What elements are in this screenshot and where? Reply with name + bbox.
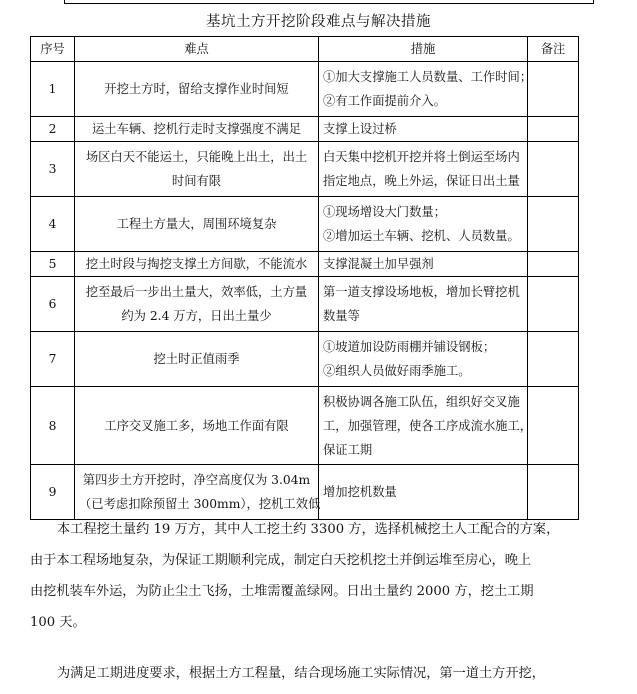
difficulty-line: 挖土时正值雨季 — [153, 352, 240, 366]
cell-remark — [528, 197, 579, 252]
measure-line: 第一道支撑设场地板，增加长臂挖机 — [323, 285, 520, 299]
cell-remark — [528, 387, 579, 465]
table-row — [31, 142, 579, 197]
cell-measures — [319, 277, 528, 332]
measure-line: 指定地点，晚上外运，保证日出土量 — [323, 174, 520, 188]
table-row — [31, 387, 579, 465]
cell-no: 6 — [31, 277, 75, 332]
measure-line: 数量等 — [323, 309, 360, 323]
table-title: 基坑土方开挖阶段难点与解决措施 — [206, 14, 431, 30]
paragraph-1-line: 由挖机装车外运，为防止尘土飞扬，土堆需覆盖绿网。日出土量约 2000 方，挖土工期 — [30, 584, 534, 599]
measure-line: ①现场增设大门数量； — [323, 205, 446, 219]
paragraph-1-line: 由于本工程场地复杂，为保证工期顺利完成，制定白天挖机挖土并倒运堆至房心，晚上 — [30, 553, 532, 568]
measure-line: 保证工期 — [323, 442, 373, 457]
header-remark: 备注 — [528, 37, 579, 62]
cell-remark — [528, 117, 579, 142]
cell-no: 8 — [31, 387, 75, 465]
paragraph-1-line: 100 天。 — [30, 615, 86, 630]
cell-difficulty — [75, 197, 319, 252]
cell-remark — [528, 332, 579, 387]
difficulty-line: 场区白天不能运土，只能晚上出土，出土 — [85, 150, 308, 164]
paragraph-2 — [30, 658, 590, 689]
cell-remark — [528, 62, 579, 117]
cell-measures — [319, 62, 533, 117]
difficulty-line: 工序交叉施工多，场地工作面有限 — [104, 418, 289, 433]
cell-no: 7 — [31, 332, 75, 387]
table-row — [31, 252, 579, 277]
measure-line: 增加挖机数量 — [323, 485, 397, 499]
paragraph-1-line: 本工程挖土量约 19 万方，其中人工挖土约 3300 方，选择机械挖土人工配合的方案， — [57, 522, 560, 537]
cell-difficulty — [75, 465, 319, 520]
measure-line: 白天集中挖机开挖并将土倒运至场内 — [323, 150, 520, 164]
cell-no: 1 — [31, 62, 75, 117]
cell-difficulty — [75, 62, 319, 117]
paragraph-1 — [30, 514, 590, 638]
measure-line: 积极协调各施工队伍，组织好交叉施 — [323, 394, 520, 409]
difficulty-line: （已考虑扣除预留土 300mm），挖机工效低 — [79, 497, 321, 511]
cell-remark — [528, 142, 579, 197]
table-row — [31, 332, 579, 387]
cell-difficulty — [75, 252, 319, 277]
table-row — [31, 62, 579, 117]
cell-no: 2 — [31, 117, 75, 142]
difficulty-line: 工程土方量大，周围环境复杂 — [116, 217, 277, 231]
cell-remark — [528, 252, 579, 277]
cell-remark — [528, 465, 579, 520]
difficulty-line: 开挖土方时，留给支撑作业时间短 — [104, 82, 289, 96]
difficulty-line: 时间有限 — [171, 174, 222, 188]
table-row — [31, 117, 579, 142]
header-no: 序号 — [31, 37, 75, 62]
cell-no: 4 — [31, 197, 75, 252]
paragraph-2-line: 为满足工期进度要求，根据土方工程量，结合现场施工实际情况，第一道土方开挖， — [57, 666, 545, 681]
table-row — [31, 197, 579, 252]
measure-line: ②组织人员做好雨季施工。 — [323, 364, 471, 378]
cell-no: 9 — [31, 465, 75, 520]
cell-difficulty — [75, 277, 319, 332]
cell-remark — [528, 277, 579, 332]
difficulty-line: 挖至最后一步出土量大，效率低，土方量 — [85, 285, 308, 299]
table-row — [31, 277, 579, 332]
cell-difficulty — [75, 117, 319, 142]
measure-line: 支撑混凝土加早强剂 — [323, 257, 434, 271]
measure-line: ②有工作面提前介入。 — [323, 94, 446, 108]
header-measures: 措施 — [319, 37, 528, 62]
cell-measures — [319, 252, 528, 277]
cell-no: 5 — [31, 252, 75, 277]
difficulties-table — [30, 36, 579, 520]
cell-measures — [319, 332, 528, 387]
cell-no: 3 — [31, 142, 75, 197]
cell-measures — [319, 387, 533, 465]
cell-measures — [319, 465, 528, 520]
measure-line: 工，加强管理，使各工序成流水施工， — [323, 418, 533, 433]
cell-difficulty — [75, 332, 319, 387]
measure-line: 支撑上设过桥 — [323, 122, 397, 136]
cell-difficulty — [75, 387, 319, 465]
measure-line: ①加大支撑施工人员数量、工作时间； — [323, 70, 533, 84]
difficulty-line: 第四步土方开挖时，净空高度仅为 3.04m — [82, 473, 311, 487]
difficulty-line: 运土车辆、挖机行走时支撑强度不满足 — [91, 122, 302, 136]
difficulty-line: 挖土时段与掏挖支撑土方间歇，不能流水 — [85, 257, 308, 271]
cell-difficulty — [75, 142, 319, 197]
cell-measures — [319, 197, 528, 252]
table-row — [31, 465, 579, 520]
measure-line: ②增加运土车辆、挖机、人员数量。 — [323, 229, 520, 243]
cell-measures — [319, 117, 528, 142]
difficulty-line: 约为 2.4 万方，日出土量少 — [121, 309, 272, 323]
header-difficulty: 难点 — [75, 37, 319, 62]
measure-line: ①坡道加设防雨棚并铺设钢板； — [323, 340, 496, 354]
cell-measures — [319, 142, 528, 197]
table-body — [31, 62, 579, 520]
previous-table-bottom-edge — [64, 0, 594, 4]
table-header-row — [31, 37, 579, 62]
